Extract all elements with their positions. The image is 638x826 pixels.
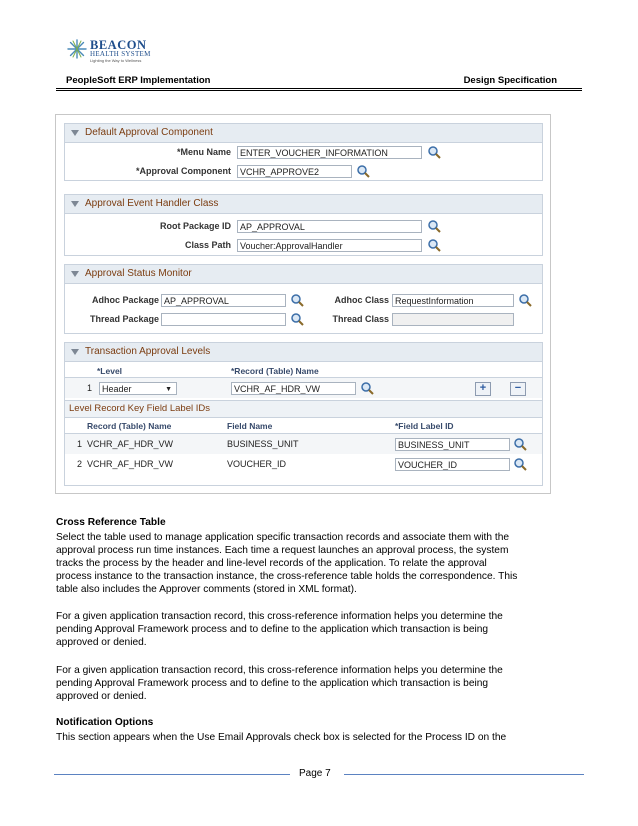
adhoc-package-label: Adhoc Package — [91, 295, 159, 305]
delete-row-button[interactable]: − — [510, 382, 526, 396]
para3-line: For a given application transaction record, this cross-reference information helps you determine the — [56, 665, 503, 676]
lookup-icon[interactable] — [290, 312, 304, 326]
menu-name-label: *Menu Name — [176, 147, 231, 157]
lookup-icon[interactable] — [513, 457, 527, 471]
starburst-icon — [66, 38, 88, 60]
lookup-icon[interactable] — [427, 238, 441, 252]
add-row-button[interactable]: + — [475, 382, 491, 396]
lookup-icon[interactable] — [513, 437, 527, 451]
col-record-name: Record (Table) Name — [87, 421, 172, 431]
para1-line: tracks the process by the header and line-level records of the application. To relate the approval — [56, 558, 487, 569]
lookup-icon[interactable] — [360, 381, 374, 395]
notification-heading: Notification Options — [56, 717, 154, 728]
thread-class-label: Thread Class — [332, 314, 389, 324]
para3-line: approved or denied. — [56, 691, 147, 702]
level-value: Header — [102, 384, 132, 394]
col-field-label: *Field Label ID — [395, 421, 454, 431]
col-level-header: *Level — [97, 366, 123, 376]
page-number: Page 7 — [299, 768, 331, 779]
menu-name-field[interactable]: ENTER_VOUCHER_INFORMATION — [237, 146, 422, 159]
para2-line: approved or denied. — [56, 637, 147, 648]
field-name-cell: BUSINESS_UNIT — [227, 439, 299, 449]
transaction-levels-title: Transaction Approval Levels — [85, 346, 211, 357]
thread-class-field — [392, 313, 514, 326]
para1-line: Select the table used to manage application specific transaction records and associate them with the — [56, 532, 510, 543]
event-handler-header[interactable] — [65, 195, 542, 214]
field-label-field[interactable]: BUSINESS_UNIT — [395, 438, 510, 451]
root-package-field[interactable]: AP_APPROVAL — [237, 220, 422, 233]
record-name-cell: VCHR_AF_HDR_VW — [87, 439, 174, 449]
approval-component-label: *Approval Component — [135, 166, 231, 176]
thread-package-field[interactable] — [161, 313, 286, 326]
level-dropdown[interactable] — [99, 382, 177, 395]
key-fields-title: Level Record Key Field Label IDs — [65, 400, 542, 418]
para1-line: process instance to the transaction instance, the cross-reference table holds the correspondence. This — [56, 571, 518, 582]
cross-reference-heading: Cross Reference Table — [56, 517, 166, 528]
class-path-field[interactable]: Voucher:ApprovalHandler — [237, 239, 422, 252]
col-field-name: Field Name — [227, 421, 273, 431]
header-rule-2 — [56, 90, 582, 91]
header-left: PeopleSoft ERP Implementation — [66, 75, 211, 86]
collapse-triangle-icon[interactable] — [71, 271, 79, 277]
default-approval-header[interactable] — [65, 124, 542, 143]
approval-component-field[interactable]: VCHR_APPROVE2 — [237, 165, 352, 178]
para1-line: table also includes the Approver comments (stored in XML format). — [56, 584, 357, 595]
col-record-header: *Record (Table) Name — [231, 366, 319, 376]
default-approval-title: Default Approval Component — [85, 127, 213, 138]
paragraph-4: This section appears when the Use Email Approvals check box is selected for the Process ID on the — [56, 732, 507, 743]
collapse-triangle-icon[interactable] — [71, 349, 79, 355]
transaction-levels-panel — [64, 342, 543, 486]
field-label-field[interactable]: VOUCHER_ID — [395, 458, 510, 471]
footer-rule-left — [54, 774, 290, 775]
lookup-icon[interactable] — [427, 145, 441, 159]
para1-line: approval process run time instances. Each time a request launches an approval process, the system — [56, 545, 509, 556]
row-number: 2 — [77, 459, 83, 469]
adhoc-package-field[interactable]: AP_APPROVAL — [161, 294, 286, 307]
record-name-cell: VCHR_AF_HDR_VW — [87, 459, 174, 469]
logo-name2: HEALTH SYSTEM — [90, 50, 151, 58]
row-number: 1 — [87, 383, 93, 393]
class-path-label: Class Path — [184, 240, 231, 250]
row-number: 1 — [77, 439, 83, 449]
paragraph-1 — [56, 531, 576, 596]
paragraph-3 — [56, 664, 576, 703]
peoplesoft-screenshot — [55, 114, 551, 494]
beacon-logo — [66, 38, 166, 66]
adhoc-class-label: Adhoc Class — [334, 295, 389, 305]
root-package-label: Root Package ID — [159, 221, 231, 231]
event-handler-title: Approval Event Handler Class — [85, 198, 219, 209]
para3-line: pending Approval Framework process and to define to the application which transaction is being — [56, 678, 489, 689]
dropdown-arrow-icon[interactable]: ▼ — [165, 386, 172, 393]
status-monitor-header[interactable] — [65, 265, 542, 284]
lookup-icon[interactable] — [290, 293, 304, 307]
footer-rule-right — [344, 774, 584, 775]
transaction-levels-header[interactable] — [65, 343, 542, 362]
header-rule — [56, 88, 582, 89]
lookup-icon[interactable] — [356, 164, 370, 178]
default-approval-panel — [64, 123, 543, 181]
logo-tagline: Lighting the Way to Wellness — [90, 58, 142, 63]
header-right: Design Specification — [463, 75, 557, 86]
adhoc-class-field[interactable]: RequestInformation — [392, 294, 514, 307]
thread-package-label: Thread Package — [89, 314, 159, 324]
collapse-triangle-icon[interactable] — [71, 130, 79, 136]
paragraph-2 — [56, 610, 576, 649]
collapse-triangle-icon[interactable] — [71, 201, 79, 207]
lookup-icon[interactable] — [518, 293, 532, 307]
field-name-cell: VOUCHER_ID — [227, 459, 287, 469]
para2-line: pending Approval Framework process and to define to the application which transaction is being — [56, 624, 489, 635]
event-handler-panel — [64, 194, 543, 256]
para2-line: For a given application transaction record, this cross-reference information helps you determine the — [56, 611, 503, 622]
lookup-icon[interactable] — [427, 219, 441, 233]
status-monitor-title: Approval Status Monitor — [85, 268, 192, 279]
status-monitor-panel — [64, 264, 543, 334]
record-name-field[interactable]: VCHR_AF_HDR_VW — [231, 382, 356, 395]
logo-name: BEACON — [90, 38, 147, 52]
